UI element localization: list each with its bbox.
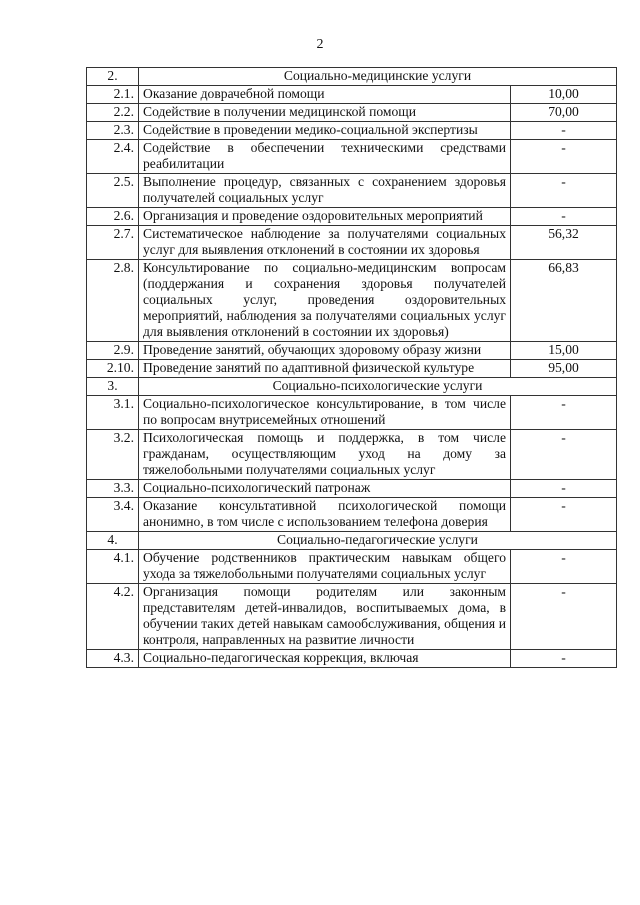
table-row	[87, 174, 617, 208]
service-price: -	[511, 480, 617, 498]
service-name: Консультирование по социально-медицинским вопросам (поддержания и сохранения здоровья получателей социальных услуг, проведения оздоровительных мероприятий, наблюдения за получателями социальных услуг для выявления отклонений в состоянии их здоровья)	[139, 260, 511, 342]
section-number: 4.	[87, 532, 139, 550]
item-number: 4.3.	[87, 650, 139, 668]
item-number: 2.7.	[87, 226, 139, 260]
item-number: 2.6.	[87, 208, 139, 226]
table-row	[87, 342, 617, 360]
service-name: Оказание консультативной психологической помощи анонимно, в том числе с использованием телефона доверия	[139, 498, 511, 532]
item-number: 3.2.	[87, 430, 139, 480]
service-price: -	[511, 550, 617, 584]
table-row	[87, 584, 617, 650]
table-row	[87, 260, 617, 342]
service-name: Содействие в обеспечении техническими средствами реабилитации	[139, 140, 511, 174]
service-price: -	[511, 208, 617, 226]
service-price: 66,83	[511, 260, 617, 342]
service-name: Содействие в проведении медико-социальной экспертизы	[139, 122, 511, 140]
service-name: Содействие в получении медицинской помощи	[139, 104, 511, 122]
service-price: -	[511, 122, 617, 140]
services-table-body	[87, 68, 617, 668]
item-number: 3.4.	[87, 498, 139, 532]
table-row	[87, 498, 617, 532]
service-price: -	[511, 430, 617, 480]
item-number: 2.5.	[87, 174, 139, 208]
service-price: 95,00	[511, 360, 617, 378]
service-name: Социально-психологическое консультирование, в том числе по вопросам внутрисемейных отношений	[139, 396, 511, 430]
table-row	[87, 430, 617, 480]
item-number: 3.3.	[87, 480, 139, 498]
service-name: Систематическое наблюдение за получателями социальных услуг для выявления отклонений в состоянии их здоровья	[139, 226, 511, 260]
service-name: Выполнение процедур, связанных с сохранением здоровья получателей социальных услуг	[139, 174, 511, 208]
service-name: Проведение занятий, обучающих здоровому образу жизни	[139, 342, 511, 360]
table-row	[87, 140, 617, 174]
section-number: 2.	[87, 68, 139, 86]
item-number: 4.1.	[87, 550, 139, 584]
page-number: 2	[316, 37, 324, 52]
service-name: Оказание доврачебной помощи	[139, 86, 511, 104]
service-price: 56,32	[511, 226, 617, 260]
service-name: Проведение занятий по адаптивной физической культуре	[139, 360, 511, 378]
section-row	[87, 68, 617, 86]
section-title: Социально-педагогические услуги	[139, 532, 617, 550]
item-number: 2.2.	[87, 104, 139, 122]
service-price: -	[511, 396, 617, 430]
item-number: 3.1.	[87, 396, 139, 430]
section-row	[87, 532, 617, 550]
service-name: Организация и проведение оздоровительных мероприятий	[139, 208, 511, 226]
table-row	[87, 104, 617, 122]
item-number: 2.10.	[87, 360, 139, 378]
table-row	[87, 396, 617, 430]
table-row	[87, 122, 617, 140]
service-name: Организация помощи родителям или законным представителям детей-инвалидов, воспитываемых дома, в обучении таких детей навыкам самообслуживания, общения и контроля, направленных на развитие личности	[139, 584, 511, 650]
table-row	[87, 480, 617, 498]
section-number: 3.	[87, 378, 139, 396]
service-price: -	[511, 650, 617, 668]
service-price: -	[511, 584, 617, 650]
service-price: 15,00	[511, 342, 617, 360]
service-price: -	[511, 174, 617, 208]
item-number: 2.9.	[87, 342, 139, 360]
item-number: 4.2.	[87, 584, 139, 650]
item-number: 2.8.	[87, 260, 139, 342]
item-number: 2.3.	[87, 122, 139, 140]
service-name: Социально-педагогическая коррекция, включая	[139, 650, 511, 668]
service-name: Обучение родственников практическим навыкам общего ухода за тяжелобольными получателями социальных услуг	[139, 550, 511, 584]
service-price: -	[511, 140, 617, 174]
section-row	[87, 378, 617, 396]
service-price: 70,00	[511, 104, 617, 122]
table-row	[87, 360, 617, 378]
section-title: Социально-медицинские услуги	[139, 68, 617, 86]
service-price: -	[511, 498, 617, 532]
table-row	[87, 86, 617, 104]
table-row	[87, 550, 617, 584]
service-name: Психологическая помощь и поддержка, в том числе гражданам, осуществляющим уход на дому за тяжелобольными получателями социальных услуг	[139, 430, 511, 480]
services-table	[86, 67, 617, 668]
section-title: Социально-психологические услуги	[139, 378, 617, 396]
item-number: 2.4.	[87, 140, 139, 174]
item-number: 2.1.	[87, 86, 139, 104]
service-price: 10,00	[511, 86, 617, 104]
table-row	[87, 650, 617, 668]
service-name: Социально-психологический патронаж	[139, 480, 511, 498]
table-row	[87, 226, 617, 260]
table-row	[87, 208, 617, 226]
